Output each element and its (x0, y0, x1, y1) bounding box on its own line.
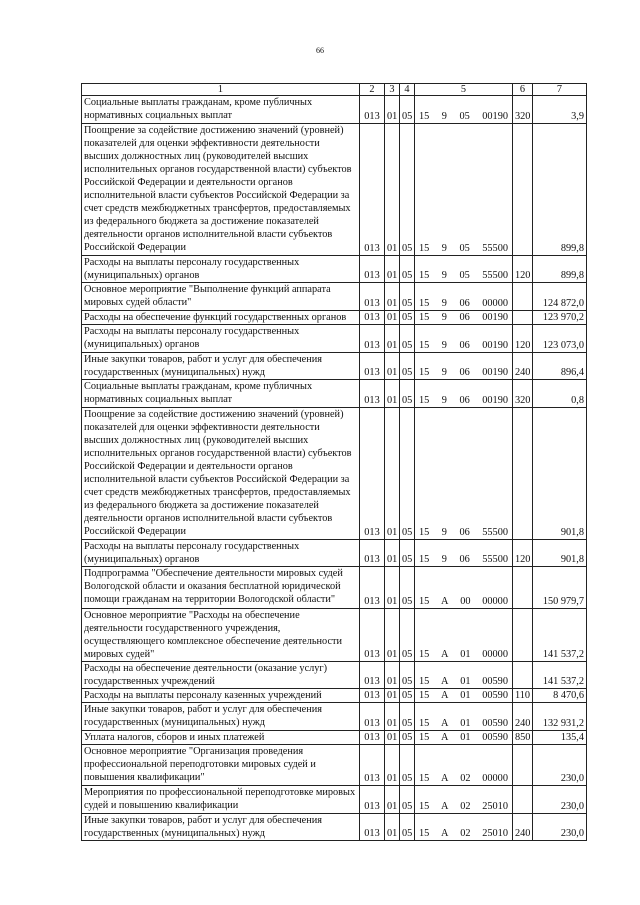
expense-type-cell (513, 745, 533, 786)
expense-name-cell: Мероприятия по профессиональной переподготовке мировых судей и повышению квалификации (82, 786, 360, 814)
target-article-cell (415, 567, 513, 609)
target-article-cell (415, 380, 513, 408)
section-code-cell: 01 (385, 689, 400, 703)
amount-cell: 899,8 (533, 124, 587, 256)
amount-cell: 3,9 (533, 96, 587, 124)
amount-cell: 8 470,6 (533, 689, 587, 703)
section-code-cell: 01 (385, 814, 400, 841)
expense-name-cell: Расходы на выплаты персоналу государственных (муниципальных) органов (82, 540, 360, 567)
target-subprogram-code: А (441, 828, 449, 839)
expense-name-cell: Расходы на обеспечение функций государственных органов (82, 311, 360, 325)
table-row (82, 283, 587, 311)
target-subprogram-code: 9 (441, 527, 447, 538)
target-activity-code: 05 (459, 111, 470, 122)
section-code-cell: 01 (385, 283, 400, 311)
target-subprogram-code: 9 (441, 367, 447, 378)
target-direction-code: 00590 (482, 690, 508, 701)
amount-cell: 230,0 (533, 786, 587, 814)
target-direction-code: 25010 (482, 801, 508, 812)
target-program-code: 15 (419, 367, 430, 378)
target-program-code: 15 (419, 270, 430, 281)
expense-type-cell: 850 (513, 731, 533, 745)
ministry-code-cell: 013 (360, 540, 385, 567)
target-article-cell (415, 325, 513, 353)
subsection-code-cell: 05 (400, 325, 415, 353)
subsection-code-cell: 05 (400, 731, 415, 745)
table-row (82, 567, 587, 609)
expense-type-cell: 240 (513, 353, 533, 380)
target-direction-code: 00000 (482, 773, 508, 784)
amount-cell: 150 979,7 (533, 567, 587, 609)
subsection-code-cell: 05 (400, 609, 415, 662)
target-program-code: 15 (419, 690, 430, 701)
target-article-cell (415, 283, 513, 311)
target-direction-code: 00590 (482, 732, 508, 743)
target-direction-code: 00190 (482, 312, 508, 323)
target-activity-code: 01 (460, 690, 471, 701)
ministry-code-cell: 013 (360, 283, 385, 311)
ministry-code-cell: 013 (360, 662, 385, 689)
target-subprogram-code: 9 (441, 395, 447, 406)
target-direction-code: 00590 (482, 718, 508, 729)
ministry-code-cell: 013 (360, 96, 385, 124)
target-article-cell (415, 662, 513, 689)
table-row (82, 353, 587, 380)
target-activity-code: 02 (460, 828, 471, 839)
target-article-cell (415, 703, 513, 731)
target-activity-code: 01 (460, 732, 471, 743)
target-program-code: 15 (419, 773, 430, 784)
ministry-code-cell: 013 (360, 814, 385, 841)
target-activity-code: 06 (459, 340, 470, 351)
subsection-code-cell: 05 (400, 311, 415, 325)
target-article-cell (415, 786, 513, 814)
target-article-cell (415, 731, 513, 745)
amount-cell: 141 537,2 (533, 609, 587, 662)
expense-type-cell (513, 311, 533, 325)
expense-name-cell: Социальные выплаты гражданам, кроме публичных нормативных социальных выплат (82, 96, 360, 124)
target-activity-code: 00 (460, 596, 471, 607)
amount-cell: 899,8 (533, 256, 587, 283)
section-code-cell: 01 (385, 311, 400, 325)
subsection-code-cell: 05 (400, 353, 415, 380)
subsection-code-cell: 05 (400, 662, 415, 689)
subsection-code-cell: 05 (400, 408, 415, 540)
table-row (82, 689, 587, 703)
subsection-code-cell: 05 (400, 256, 415, 283)
section-code-cell: 01 (385, 567, 400, 609)
subsection-code-cell: 05 (400, 689, 415, 703)
section-code-cell: 01 (385, 731, 400, 745)
section-code-cell: 01 (385, 662, 400, 689)
target-activity-code: 06 (459, 367, 470, 378)
amount-cell: 230,0 (533, 745, 587, 786)
header-cell: 1 (82, 84, 360, 96)
target-subprogram-code: А (441, 732, 449, 743)
target-subprogram-code: А (441, 773, 449, 784)
expense-name-cell: Расходы на обеспечение деятельности (оказание услуг) государственных учреждений (82, 662, 360, 689)
expense-name-cell: Социальные выплаты гражданам, кроме публичных нормативных социальных выплат (82, 380, 360, 408)
subsection-code-cell: 05 (400, 567, 415, 609)
target-direction-code: 00590 (482, 676, 508, 687)
target-program-code: 15 (419, 298, 430, 309)
target-activity-code: 05 (459, 270, 470, 281)
subsection-code-cell: 05 (400, 124, 415, 256)
target-direction-code: 00000 (482, 596, 508, 607)
ministry-code-cell: 013 (360, 689, 385, 703)
target-activity-code: 01 (460, 676, 471, 687)
amount-cell: 132 931,2 (533, 703, 587, 731)
target-program-code: 15 (419, 312, 430, 323)
target-subprogram-code: А (441, 801, 449, 812)
target-article-cell (415, 124, 513, 256)
target-program-code: 15 (419, 718, 430, 729)
expense-name-cell: Основное мероприятие "Расходы на обеспечение деятельности государственного учреждения, осуществляющего комплексное обеспечение деятельности мировых судей" (82, 609, 360, 662)
target-direction-code: 55500 (482, 527, 508, 538)
subsection-code-cell: 05 (400, 283, 415, 311)
target-direction-code: 25010 (482, 828, 508, 839)
ministry-code-cell: 013 (360, 256, 385, 283)
target-activity-code: 01 (460, 718, 471, 729)
section-code-cell: 01 (385, 408, 400, 540)
amount-cell: 896,4 (533, 353, 587, 380)
ministry-code-cell: 013 (360, 786, 385, 814)
section-code-cell: 01 (385, 703, 400, 731)
section-code-cell: 01 (385, 124, 400, 256)
amount-cell: 230,0 (533, 814, 587, 841)
expense-name-cell: Поощрение за содействие достижению значений (уровней) показателей для оценки эффективности деятельности высших должностных лиц (руководителей высших исполнительных органов государственной власти) субъектов Российской Федерации и деятельности органов исполнительной власти субъектов Российской Федерации за счет средств межбюджетных трансфертов, предоставляемых из федерального бюджета за достижение показателей деятельности органов исполнительной власти субъектов Российской Федерации (82, 124, 360, 256)
section-code-cell: 01 (385, 256, 400, 283)
amount-cell: 123 970,2 (533, 311, 587, 325)
section-code-cell: 01 (385, 325, 400, 353)
section-code-cell: 01 (385, 353, 400, 380)
target-program-code: 15 (419, 340, 430, 351)
target-article-cell (415, 689, 513, 703)
expense-type-cell: 240 (513, 703, 533, 731)
expense-type-cell: 120 (513, 325, 533, 353)
target-subprogram-code: 9 (441, 270, 447, 281)
subsection-code-cell: 05 (400, 745, 415, 786)
table-row (82, 814, 587, 841)
amount-cell: 901,8 (533, 408, 587, 540)
target-program-code: 15 (419, 828, 430, 839)
target-direction-code: 55500 (482, 270, 508, 281)
target-subprogram-code: 9 (441, 312, 447, 323)
target-activity-code: 06 (459, 554, 470, 565)
expense-name-cell: Подпрограмма "Обеспечение деятельности мировых судей Вологодской области и оказания бесплатной юридической помощи гражданам на территории Вологодской области" (82, 567, 360, 609)
expense-type-cell (513, 567, 533, 609)
expense-name-cell: Иные закупки товаров, работ и услуг для обеспечения государственных (муниципальных) нужд (82, 353, 360, 380)
expense-name-cell: Расходы на выплаты персоналу казенных учреждений (82, 689, 360, 703)
target-article-cell (415, 814, 513, 841)
table-row (82, 325, 587, 353)
target-activity-code: 05 (459, 243, 470, 254)
target-program-code: 15 (419, 676, 430, 687)
section-code-cell: 01 (385, 609, 400, 662)
section-code-cell: 01 (385, 786, 400, 814)
target-subprogram-code: А (441, 690, 449, 701)
amount-cell: 124 872,0 (533, 283, 587, 311)
section-code-cell: 01 (385, 96, 400, 124)
table-row (82, 124, 587, 256)
ministry-code-cell: 013 (360, 567, 385, 609)
target-activity-code: 06 (459, 298, 470, 309)
expense-type-cell: 120 (513, 256, 533, 283)
ministry-code-cell: 013 (360, 311, 385, 325)
expense-type-cell (513, 786, 533, 814)
expense-type-cell (513, 662, 533, 689)
target-subprogram-code: 9 (441, 554, 447, 565)
ministry-code-cell: 013 (360, 609, 385, 662)
target-direction-code: 00000 (482, 649, 508, 660)
header-cell: 4 (400, 84, 415, 96)
target-activity-code: 06 (459, 312, 470, 323)
target-subprogram-code: А (441, 596, 449, 607)
table-row (82, 703, 587, 731)
expense-name-cell: Уплата налогов, сборов и иных платежей (82, 731, 360, 745)
target-program-code: 15 (419, 111, 430, 122)
subsection-code-cell: 05 (400, 814, 415, 841)
subsection-code-cell: 05 (400, 786, 415, 814)
expense-type-cell (513, 609, 533, 662)
ministry-code-cell: 013 (360, 408, 385, 540)
subsection-code-cell: 05 (400, 703, 415, 731)
target-program-code: 15 (419, 527, 430, 538)
expense-name-cell: Основное мероприятие "Организация проведения профессиональной переподготовки мировых судей и повышения квалификации" (82, 745, 360, 786)
header-cell: 7 (533, 84, 587, 96)
target-program-code: 15 (419, 554, 430, 565)
target-activity-code: 06 (459, 527, 470, 538)
amount-cell: 901,8 (533, 540, 587, 567)
subsection-code-cell: 05 (400, 540, 415, 567)
page-number: 66 (316, 46, 324, 55)
ministry-code-cell: 013 (360, 353, 385, 380)
target-program-code: 15 (419, 649, 430, 660)
target-article-cell (415, 353, 513, 380)
ministry-code-cell: 013 (360, 325, 385, 353)
header-cell: 6 (513, 84, 533, 96)
expense-type-cell: 120 (513, 540, 533, 567)
amount-cell: 123 073,0 (533, 325, 587, 353)
ministry-code-cell: 013 (360, 731, 385, 745)
target-subprogram-code: 9 (441, 340, 447, 351)
table-row (82, 540, 587, 567)
table-row (82, 96, 587, 124)
target-subprogram-code: 9 (441, 298, 447, 309)
target-direction-code: 55500 (482, 554, 508, 565)
budget-table (81, 83, 587, 841)
table-row (82, 380, 587, 408)
expense-type-cell: 320 (513, 96, 533, 124)
amount-cell: 141 537,2 (533, 662, 587, 689)
target-article-cell (415, 540, 513, 567)
target-article-cell (415, 311, 513, 325)
target-article-cell (415, 745, 513, 786)
expense-type-cell (513, 283, 533, 311)
target-activity-code: 06 (459, 395, 470, 406)
target-direction-code: 55500 (482, 243, 508, 254)
target-program-code: 15 (419, 596, 430, 607)
table-row (82, 731, 587, 745)
target-subprogram-code: А (441, 718, 449, 729)
header-cell: 5 (415, 84, 513, 96)
target-subprogram-code: А (441, 649, 449, 660)
target-direction-code: 00190 (482, 111, 508, 122)
target-direction-code: 00190 (482, 395, 508, 406)
target-subprogram-code: 9 (441, 243, 447, 254)
header-cell: 2 (360, 84, 385, 96)
section-code-cell: 01 (385, 745, 400, 786)
target-direction-code: 00190 (482, 340, 508, 351)
target-article-cell (415, 609, 513, 662)
expense-name-cell: Расходы на выплаты персоналу государственных (муниципальных) органов (82, 325, 360, 353)
target-program-code: 15 (419, 243, 430, 254)
target-article-cell (415, 408, 513, 540)
subsection-code-cell: 05 (400, 380, 415, 408)
table-row (82, 662, 587, 689)
table-row (82, 408, 587, 540)
table-row (82, 609, 587, 662)
ministry-code-cell: 013 (360, 124, 385, 256)
expense-name-cell: Расходы на выплаты персоналу государственных (муниципальных) органов (82, 256, 360, 283)
expense-name-cell: Иные закупки товаров, работ и услуг для обеспечения государственных (муниципальных) нужд (82, 703, 360, 731)
table-header-row (82, 84, 587, 96)
section-code-cell: 01 (385, 540, 400, 567)
ministry-code-cell: 013 (360, 745, 385, 786)
target-direction-code: 00000 (482, 298, 508, 309)
target-activity-code: 01 (460, 649, 471, 660)
subsection-code-cell: 05 (400, 96, 415, 124)
amount-cell: 135,4 (533, 731, 587, 745)
expense-type-cell: 240 (513, 814, 533, 841)
header-cell: 3 (385, 84, 400, 96)
target-subprogram-code: А (441, 676, 449, 687)
ministry-code-cell: 013 (360, 703, 385, 731)
target-activity-code: 02 (460, 773, 471, 784)
amount-cell: 0,8 (533, 380, 587, 408)
expense-name-cell: Основное мероприятие "Выполнение функций аппарата мировых судей области" (82, 283, 360, 311)
expense-name-cell: Поощрение за содействие достижению значений (уровней) показателей для оценки эффективности деятельности высших должностных лиц (руководителей высших исполнительных органов государственной власти) субъектов Российской Федерации и деятельности органов исполнительной власти субъектов Российской Федерации за счет средств межбюджетных трансфертов, предоставляемых из федерального бюджета за достижение показателей деятельности органов исполнительной власти субъектов Российской Федерации (82, 408, 360, 540)
expense-type-cell (513, 124, 533, 256)
expense-type-cell: 320 (513, 380, 533, 408)
target-direction-code: 00190 (482, 367, 508, 378)
target-program-code: 15 (419, 801, 430, 812)
target-program-code: 15 (419, 732, 430, 743)
expense-name-cell: Иные закупки товаров, работ и услуг для обеспечения государственных (муниципальных) нужд (82, 814, 360, 841)
target-article-cell (415, 96, 513, 124)
table-row (82, 311, 587, 325)
target-program-code: 15 (419, 395, 430, 406)
table-row (82, 745, 587, 786)
target-subprogram-code: 9 (441, 111, 447, 122)
table-row (82, 786, 587, 814)
expense-type-cell (513, 408, 533, 540)
expense-type-cell: 110 (513, 689, 533, 703)
ministry-code-cell: 013 (360, 380, 385, 408)
table-row (82, 256, 587, 283)
section-code-cell: 01 (385, 380, 400, 408)
target-article-cell (415, 256, 513, 283)
target-activity-code: 02 (460, 801, 471, 812)
